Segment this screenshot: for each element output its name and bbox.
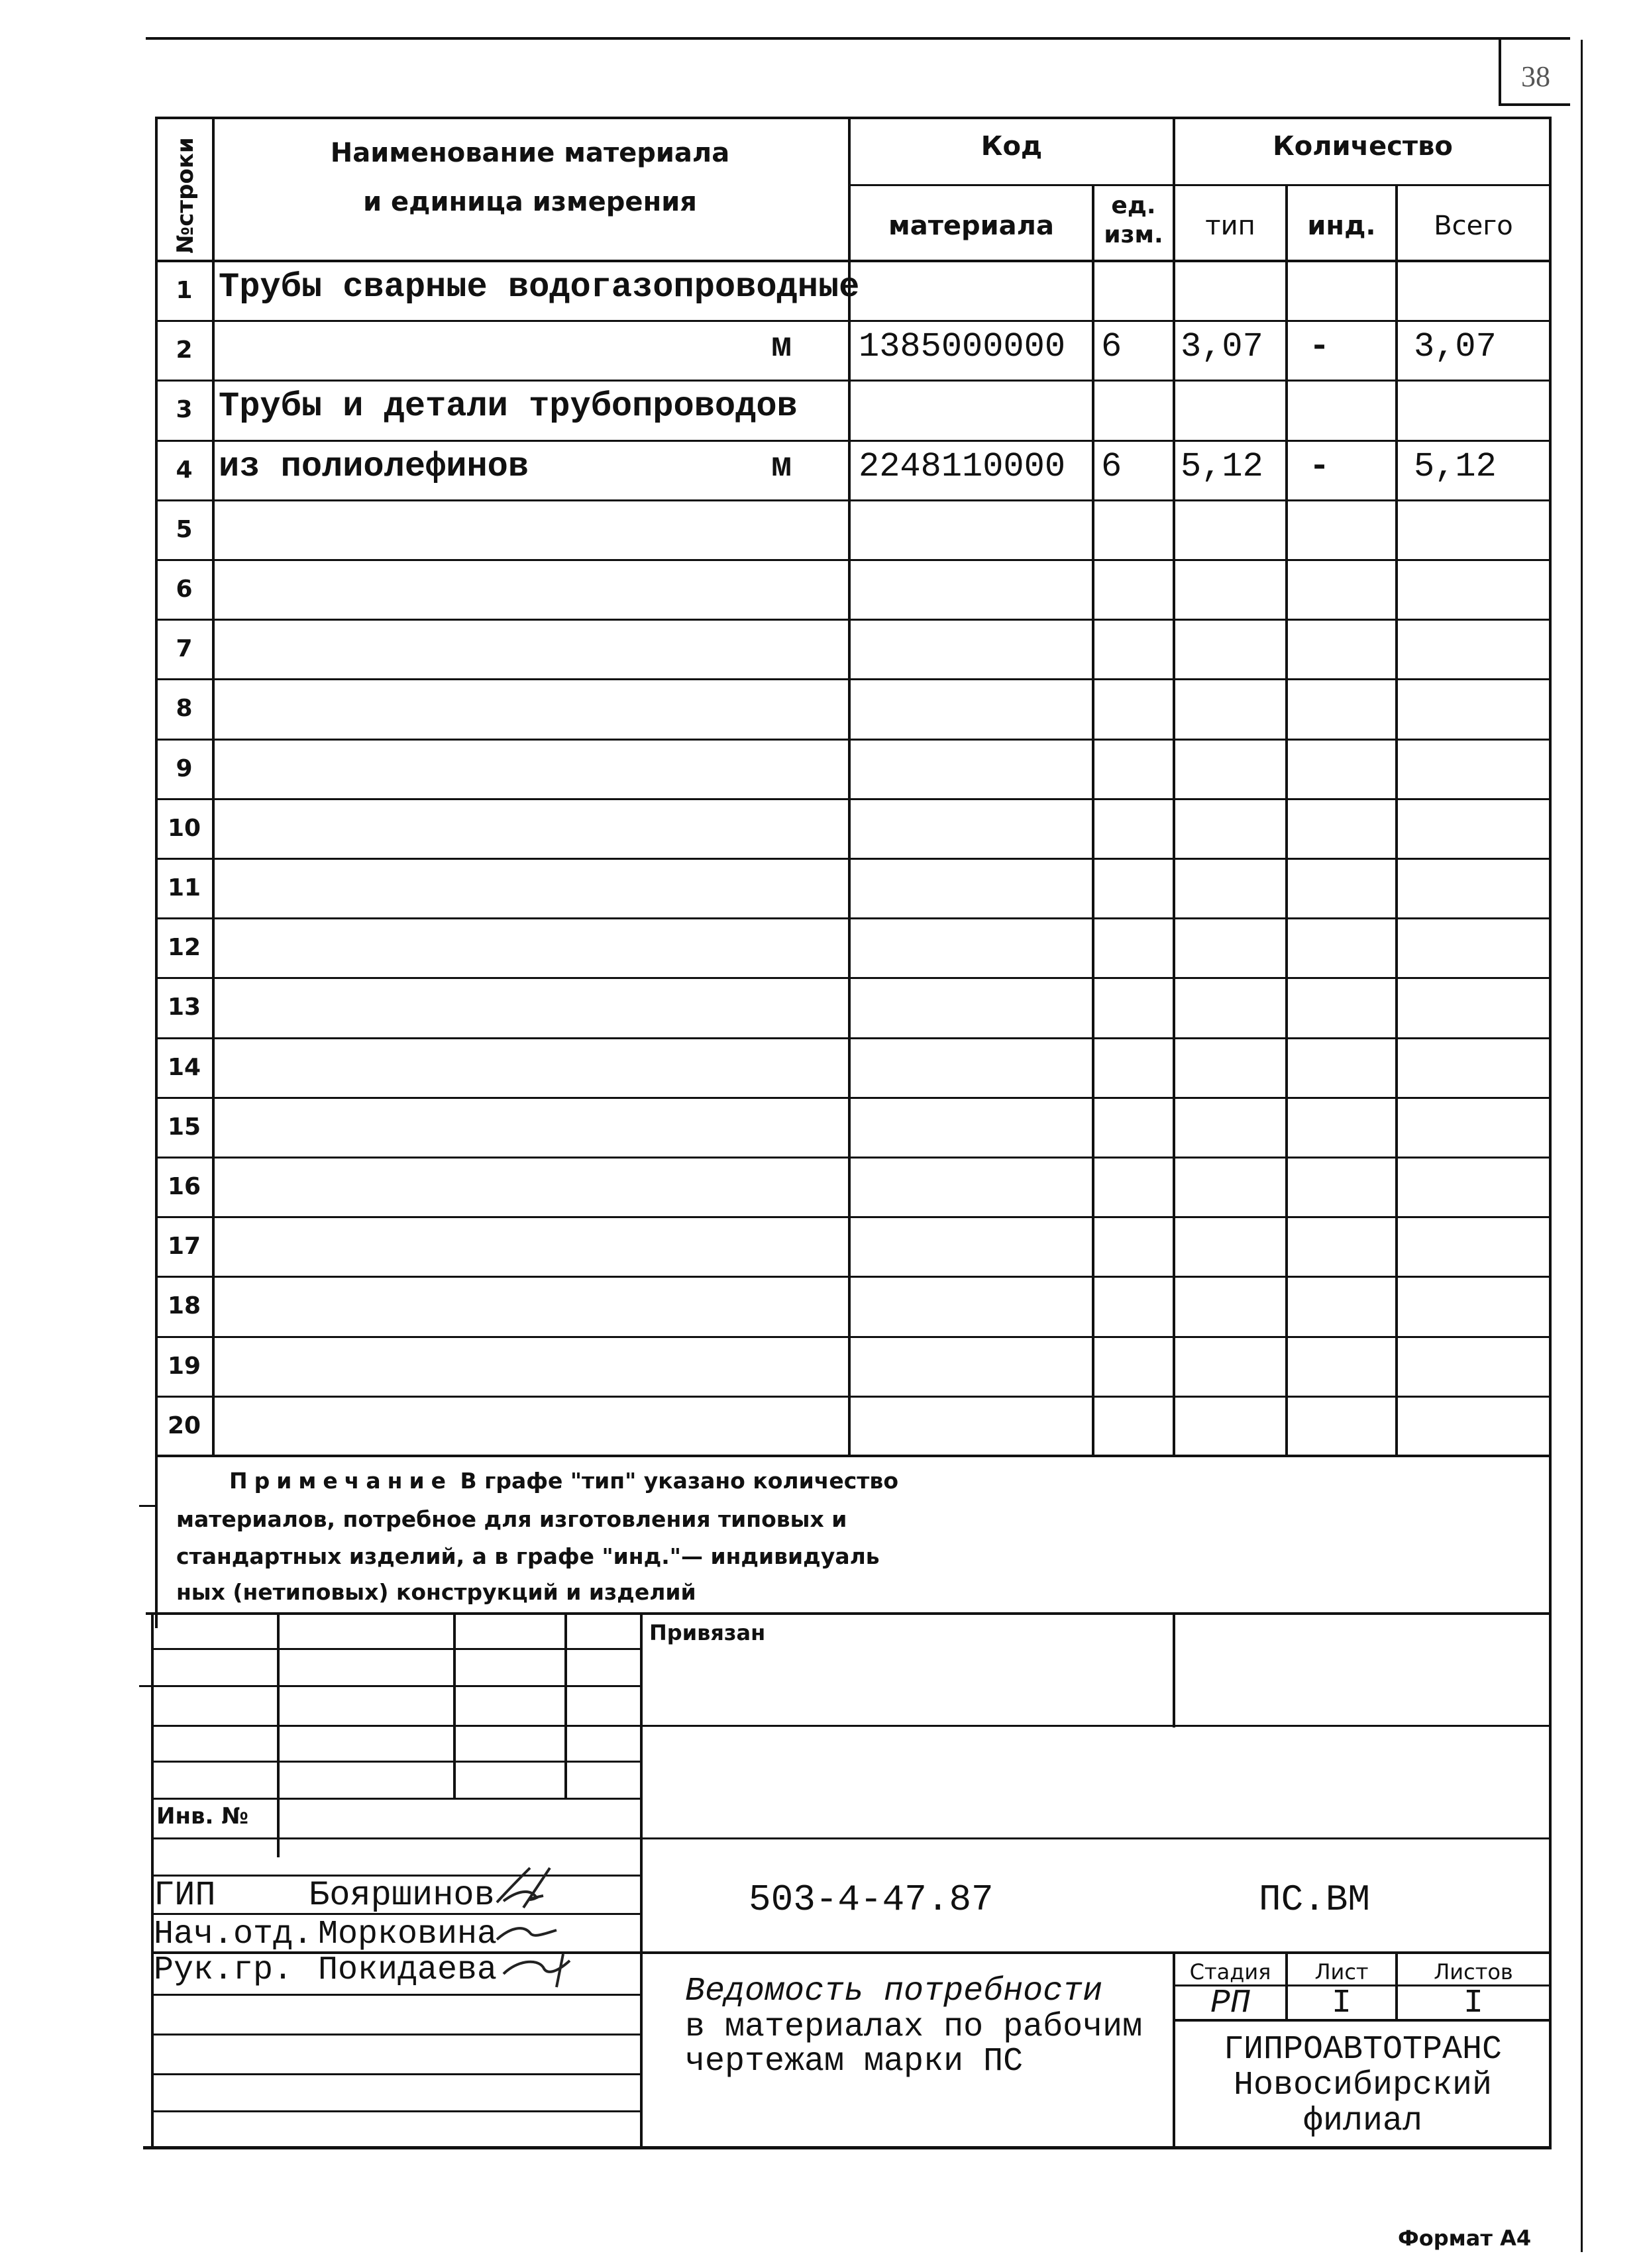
doc-title-line1: Ведомость потребности: [685, 1973, 1103, 2010]
cell-type: 3,07: [1181, 327, 1263, 367]
signature-marks: [484, 1861, 596, 1994]
frame-top: [155, 117, 1552, 119]
frame-bottom: [143, 2146, 1552, 2149]
col-qty-type: тип: [1205, 211, 1255, 241]
table-bottom: [155, 1455, 1552, 1457]
col-line-6: [1395, 185, 1398, 1456]
row-line: [155, 1336, 1552, 1338]
top-border: [146, 37, 1570, 40]
col-qty-ind: инд.: [1307, 211, 1376, 241]
row-line: [155, 1097, 1552, 1099]
page-number: 38: [1521, 60, 1550, 93]
doc-title-line2: в материалах по рабочим: [685, 2008, 1143, 2046]
col-quantity-header: Количество: [1273, 131, 1453, 162]
col-name-header-line2: и единица измерения: [363, 187, 697, 217]
signer-role-2: Нач.отд.: [154, 1916, 313, 1953]
row-number: 3: [176, 396, 193, 424]
tb-h5: [151, 1798, 643, 1800]
signer-name-3: Покидаева: [318, 1951, 498, 1989]
note-line4: ных (нетиповых) конструкций и изделий: [176, 1579, 696, 1605]
col-row-no-header: [159, 132, 212, 258]
tb-h3: [151, 1725, 1552, 1727]
col-name-header-line1: Наименование материала: [330, 138, 730, 168]
row-number: 12: [167, 934, 201, 962]
row-number: 4: [176, 456, 193, 484]
cell-code: 2248110000: [859, 446, 1066, 486]
row-line: [155, 1396, 1552, 1398]
signer-role-1: ГИП: [154, 1876, 216, 1915]
row-number: 13: [167, 994, 201, 1021]
row-number: 11: [167, 874, 201, 902]
right-margin-line: [1581, 40, 1583, 2252]
page-box-bottom: [1499, 103, 1570, 106]
tb-top: [146, 1612, 1552, 1615]
row-line: [155, 1216, 1552, 1218]
header-split: [848, 184, 1550, 186]
note-line2: материалов, потребное для изготовления типовых и: [176, 1506, 847, 1532]
col-qty-total: Всего: [1434, 211, 1513, 241]
row-number: 1: [176, 277, 193, 304]
row-line: [155, 619, 1552, 621]
cell-total: 5,12: [1414, 446, 1497, 486]
cell-unit: м: [771, 446, 792, 486]
row-line: [155, 798, 1552, 800]
note-label: Примечание: [229, 1468, 452, 1494]
page-box-left: [1499, 40, 1501, 106]
tb-h1: [151, 1648, 643, 1650]
org-line1: ГИПРОАВТОТРАНС: [1223, 2031, 1503, 2069]
row-number: 8: [176, 695, 193, 723]
doc-mark: ПС.ВМ: [1259, 1879, 1371, 1921]
col-code-unit-line1: ед.: [1111, 192, 1156, 219]
inv-label: Инв. №: [156, 1803, 249, 1830]
tb-h4: [151, 1761, 643, 1763]
col-code-material: материала: [888, 211, 1054, 241]
sheet-label: Лист: [1314, 1959, 1369, 1984]
cell-name: Трубы и детали трубопроводов: [219, 387, 798, 427]
col-line-1: [212, 117, 215, 1456]
doc-title-line3: чертежам марки ПС: [685, 2043, 1024, 2081]
tb-vline-b: [453, 1612, 456, 1798]
col-code-header: Код: [980, 131, 1043, 162]
format-label: Формат А4: [1398, 2226, 1532, 2251]
row-line: [155, 559, 1552, 561]
tb-vline-c: [564, 1612, 567, 1798]
row-line: [155, 1037, 1552, 1039]
cell-unit-code: 6: [1101, 327, 1122, 367]
cell-name: из полиолефинов: [219, 446, 529, 486]
row-number: 6: [176, 576, 193, 603]
row-number: 2: [176, 336, 193, 364]
tb-h6: [151, 1837, 1552, 1839]
row-number: 19: [167, 1352, 201, 1380]
sheets-value: I: [1463, 1984, 1483, 2022]
signer-name-1: Бояршинов: [309, 1876, 495, 1915]
row-number: 17: [167, 1233, 201, 1261]
cell-ind: -: [1309, 327, 1330, 367]
sheets-label: Листов: [1434, 1959, 1513, 1984]
signature-2: [497, 1928, 556, 1939]
signer-role-3: Рук.гр.: [154, 1951, 293, 1989]
row-line: [155, 858, 1552, 860]
col-code-unit-line2: изм.: [1104, 221, 1163, 248]
org-line2: Новосибирский: [1233, 2067, 1493, 2104]
signer-name-2: Морковина: [318, 1916, 498, 1953]
tb-vline-d: [640, 1612, 643, 2149]
row-line: [155, 1276, 1552, 1278]
col-row-no-label: №строки: [172, 137, 199, 254]
tb-h13: [151, 2110, 643, 2112]
margin-tick-2: [139, 1685, 154, 1687]
bound-label: Привязан: [649, 1620, 766, 1645]
row-line: [155, 739, 1552, 741]
signature-1: [497, 1868, 550, 1908]
sheet-value: I: [1331, 1984, 1352, 2022]
row-number: 16: [167, 1173, 201, 1200]
cell-ind: -: [1309, 446, 1330, 486]
org-line3: филиал: [1302, 2102, 1423, 2140]
tb-h10: [151, 1994, 643, 1996]
row-number: 14: [167, 1053, 201, 1081]
cell-unit-code: 6: [1101, 446, 1122, 486]
cell-unit: м: [771, 327, 792, 367]
margin-tick-1: [139, 1505, 156, 1507]
doc-code: 503-4-47.87: [749, 1879, 994, 1921]
frame-right: [1549, 117, 1552, 2149]
row-line: [155, 917, 1552, 919]
row-line: [155, 440, 1552, 442]
row-line: [155, 380, 1552, 382]
row-number: 10: [167, 814, 201, 842]
note-line3: стандартных изделий, а в графе "инд."— индивидуаль: [176, 1543, 880, 1569]
row-number: 20: [167, 1412, 201, 1439]
signature-3: [504, 1954, 570, 1987]
cell-total: 3,07: [1414, 327, 1497, 367]
cell-name: Трубы сварные водогазопроводные: [219, 268, 860, 307]
row-line: [155, 320, 1552, 322]
row-line: [155, 1157, 1552, 1159]
row-line: [155, 977, 1552, 979]
note-line1: [176, 1468, 898, 1494]
row-number: 5: [176, 515, 193, 543]
tb-h12: [151, 2073, 643, 2075]
cell-type: 5,12: [1181, 446, 1263, 486]
tb-h11: [151, 2034, 643, 2036]
stage-label: Стадия: [1189, 1959, 1271, 1984]
row-line: [155, 499, 1552, 501]
row-number: 18: [167, 1292, 201, 1320]
tb-h2: [151, 1685, 643, 1687]
row-number: 9: [176, 754, 193, 782]
tb-vline-e: [1173, 1612, 1175, 1727]
note-text1: В графе "тип" указано количество: [460, 1468, 898, 1494]
cell-code: 1385000000: [859, 327, 1066, 367]
col-line-4: [1173, 117, 1175, 1456]
col-line-3: [1092, 185, 1094, 1456]
header-bottom: [155, 260, 1552, 262]
col-line-5: [1285, 185, 1288, 1456]
row-line: [155, 678, 1552, 680]
stage-value: РП: [1210, 1984, 1250, 2022]
col-line-2: [848, 117, 851, 1456]
row-number: 7: [176, 635, 193, 663]
row-number: 15: [167, 1113, 201, 1141]
